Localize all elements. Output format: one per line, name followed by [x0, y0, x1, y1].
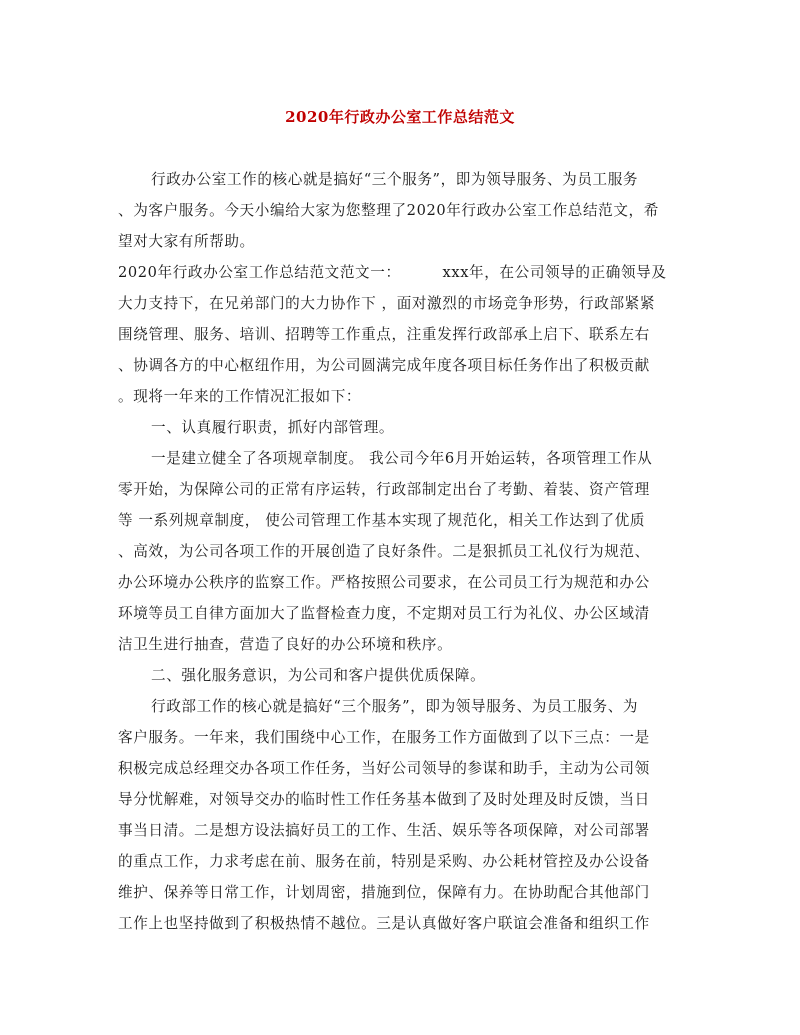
- body-line: 一是建立健全了各项规章制度。 我公司今年6月开始运转，各项管理工作从: [151, 450, 653, 467]
- body-line: 导分忧解难，对领导交办的临时性工作任务基本做到了及时处理及时反馈，当日: [118, 791, 650, 808]
- body-line: 大力支持下，在兄弟部门的大力协作下 ，面对激烈的市场竞争形势，行政部紧紧: [118, 295, 656, 312]
- body-line: 维护、保养等日常工作，计划周密，措施到位，保障有力。在协助配合其他部门: [118, 884, 650, 901]
- section-heading: 一、认真履行职责，抓好内部管理。: [151, 419, 395, 436]
- body-line: 2020年行政办公室工作总结范文范文一： xxx年，在公司领导的正确领导及: [118, 264, 667, 281]
- body-line: 、高效，为公司各项工作的开展创造了良好条件。二是狠抓员工礼仪行为规范、: [118, 543, 650, 560]
- body-line: 工作上也坚持做到了积极热情不越位。三是认真做好客户联谊会准备和组织工作: [118, 915, 650, 932]
- body-line: 望对大家有所帮助。: [118, 233, 255, 250]
- body-line: 零开始，为保障公司的正常有序运转，行政部制定出台了考勤、着装、资产管理: [118, 481, 650, 498]
- body-line: 积极完成总经理交办各项工作任务，当好公司领导的参谋和助手，主动为公司领: [118, 760, 650, 777]
- body-line: 。现将一年来的工作情况汇报如下：: [118, 388, 362, 405]
- body-line: 行政部工作的核心就是搞好“三个服务”，即为领导服务、为员工服务、为: [151, 698, 639, 715]
- body-line: 事当日清。二是想方设法搞好员工的工作、生活、娱乐等各项保障，对公司部署: [118, 822, 650, 839]
- body-line: 环境等员工自律方面加大了监督检查力度，不定期对员工行为礼仪、办公区域清: [118, 605, 650, 622]
- body-line: 等 一系列规章制度， 使公司管理工作基本实现了规范化，相关工作达到了优质: [118, 512, 646, 529]
- body-line: 、为客户服务。今天小编给大家为您整理了2020年行政办公室工作总结范文，希: [118, 202, 659, 219]
- body-line: 客户服务。一年来，我们围绕中心工作，在服务工作方面做到了以下三点：一是: [118, 729, 650, 746]
- document-title: 2020年行政办公室工作总结范文: [285, 108, 515, 126]
- body-line: 、协调各方的中心枢纽作用，为公司圆满完成年度各项目标任务作出了积极贡献: [118, 357, 650, 374]
- body-line: 办公环境办公秩序的监察工作。严格按照公司要求，在公司员工行为规范和办公: [118, 574, 650, 591]
- section-heading: 二、强化服务意识，为公司和客户提供优质保障。: [151, 667, 486, 684]
- body-line: 围绕管理、服务、培训、招聘等工作重点，注重发挥行政部承上启下、联系左右: [118, 326, 650, 343]
- body-line: 的重点工作，力求考虑在前、服务在前，特别是采购、办公耗材管控及办公设备: [118, 853, 650, 870]
- body-line: 洁卫生进行抽查，营造了良好的办公环境和秩序。: [118, 636, 453, 653]
- body-line: 行政办公室工作的核心就是搞好“三个服务”，即为领导服务、为员工服务: [151, 171, 639, 188]
